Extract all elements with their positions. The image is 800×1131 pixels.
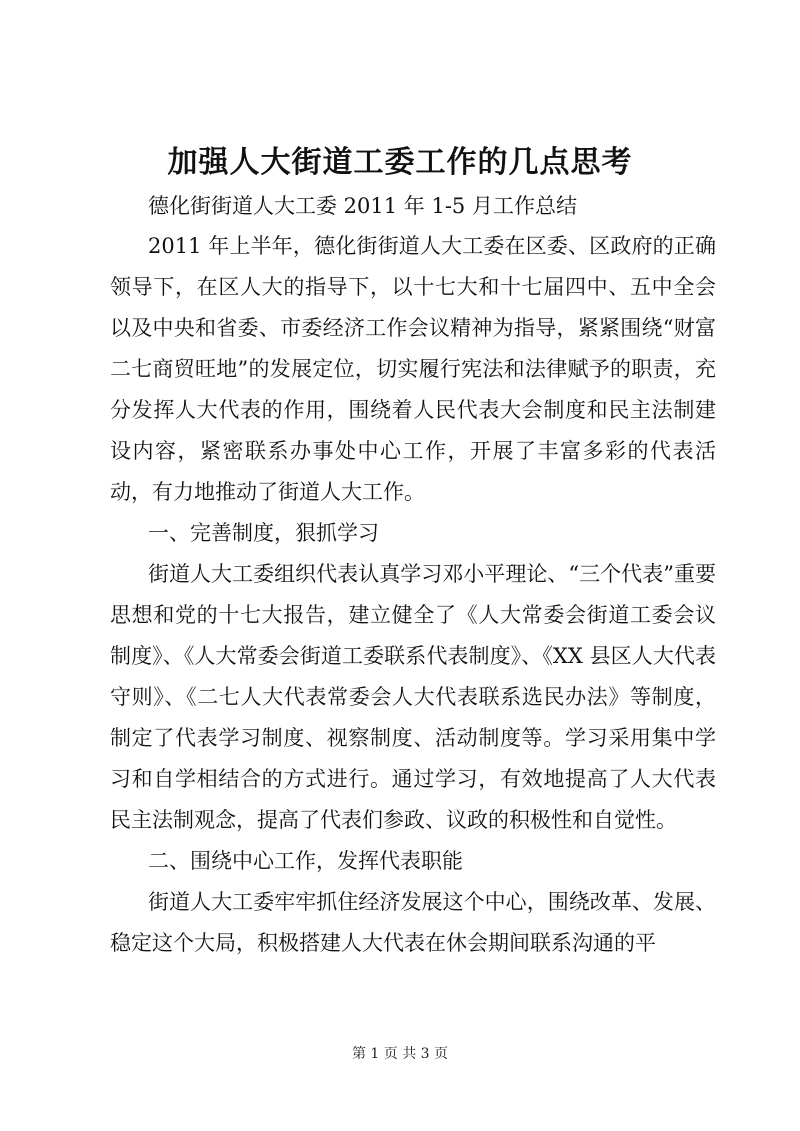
document-body — [110, 226, 716, 964]
paragraph-section-1: 街道人大工委组织代表认真学习邓小平理论、“三个代表”重要思想和党的十七大报告，建立健全了《人大常委会街道工委会议制度》、《人大常委会街道工委联系代表制度》、《XX 县区人大代表守则》、《二七人大代表常委会人大代表联系选民办法》等制度，制定了代表学习制度、视察制度、活动制度等。学习采用集中学习和自学相结合的方式进行。通过学习，有效地提高了人大代表民主法制观念，提高了代表们参政、议政的积极性和自觉性。 — [110, 562, 716, 832]
section-heading-1: 一、完善制度，狠抓学习 — [148, 521, 379, 545]
document-subtitle: 德化街街道人大工委 2011 年 1-5 月工作总结 — [148, 194, 577, 218]
page-footer: 第 1 页 共 3 页 — [351, 1046, 449, 1062]
paragraph-section-2: 街道人大工委牢牢抓住经济发展这个中心，围绕改革、发展、稳定这个大局，积极搭建人大代表在休会期间联系沟通的平 — [110, 890, 716, 955]
section-heading-2: 二、围绕中心工作，发挥代表职能 — [148, 849, 463, 873]
paragraph-intro: 2011 年上半年，德化街街道人大工委在区委、区政府的正确领导下，在区人大的指导下，以十七大和十七届四中、五中全会以及中央和省委、市委经济工作会议精神为指导，紧紧围绕“财富二七商贸旺地”的发展定位，切实履行宪法和法律赋予的职责，充分发挥人大代表的作用，围绕着人民代表大会制度和民主法制建设内容，紧密联系办事处中心工作，开展了丰富多彩的代表活动，有力地推动了街道人大工作。 — [110, 234, 716, 504]
document-title: 加强人大街道工委工作的几点思考 — [167, 145, 633, 180]
